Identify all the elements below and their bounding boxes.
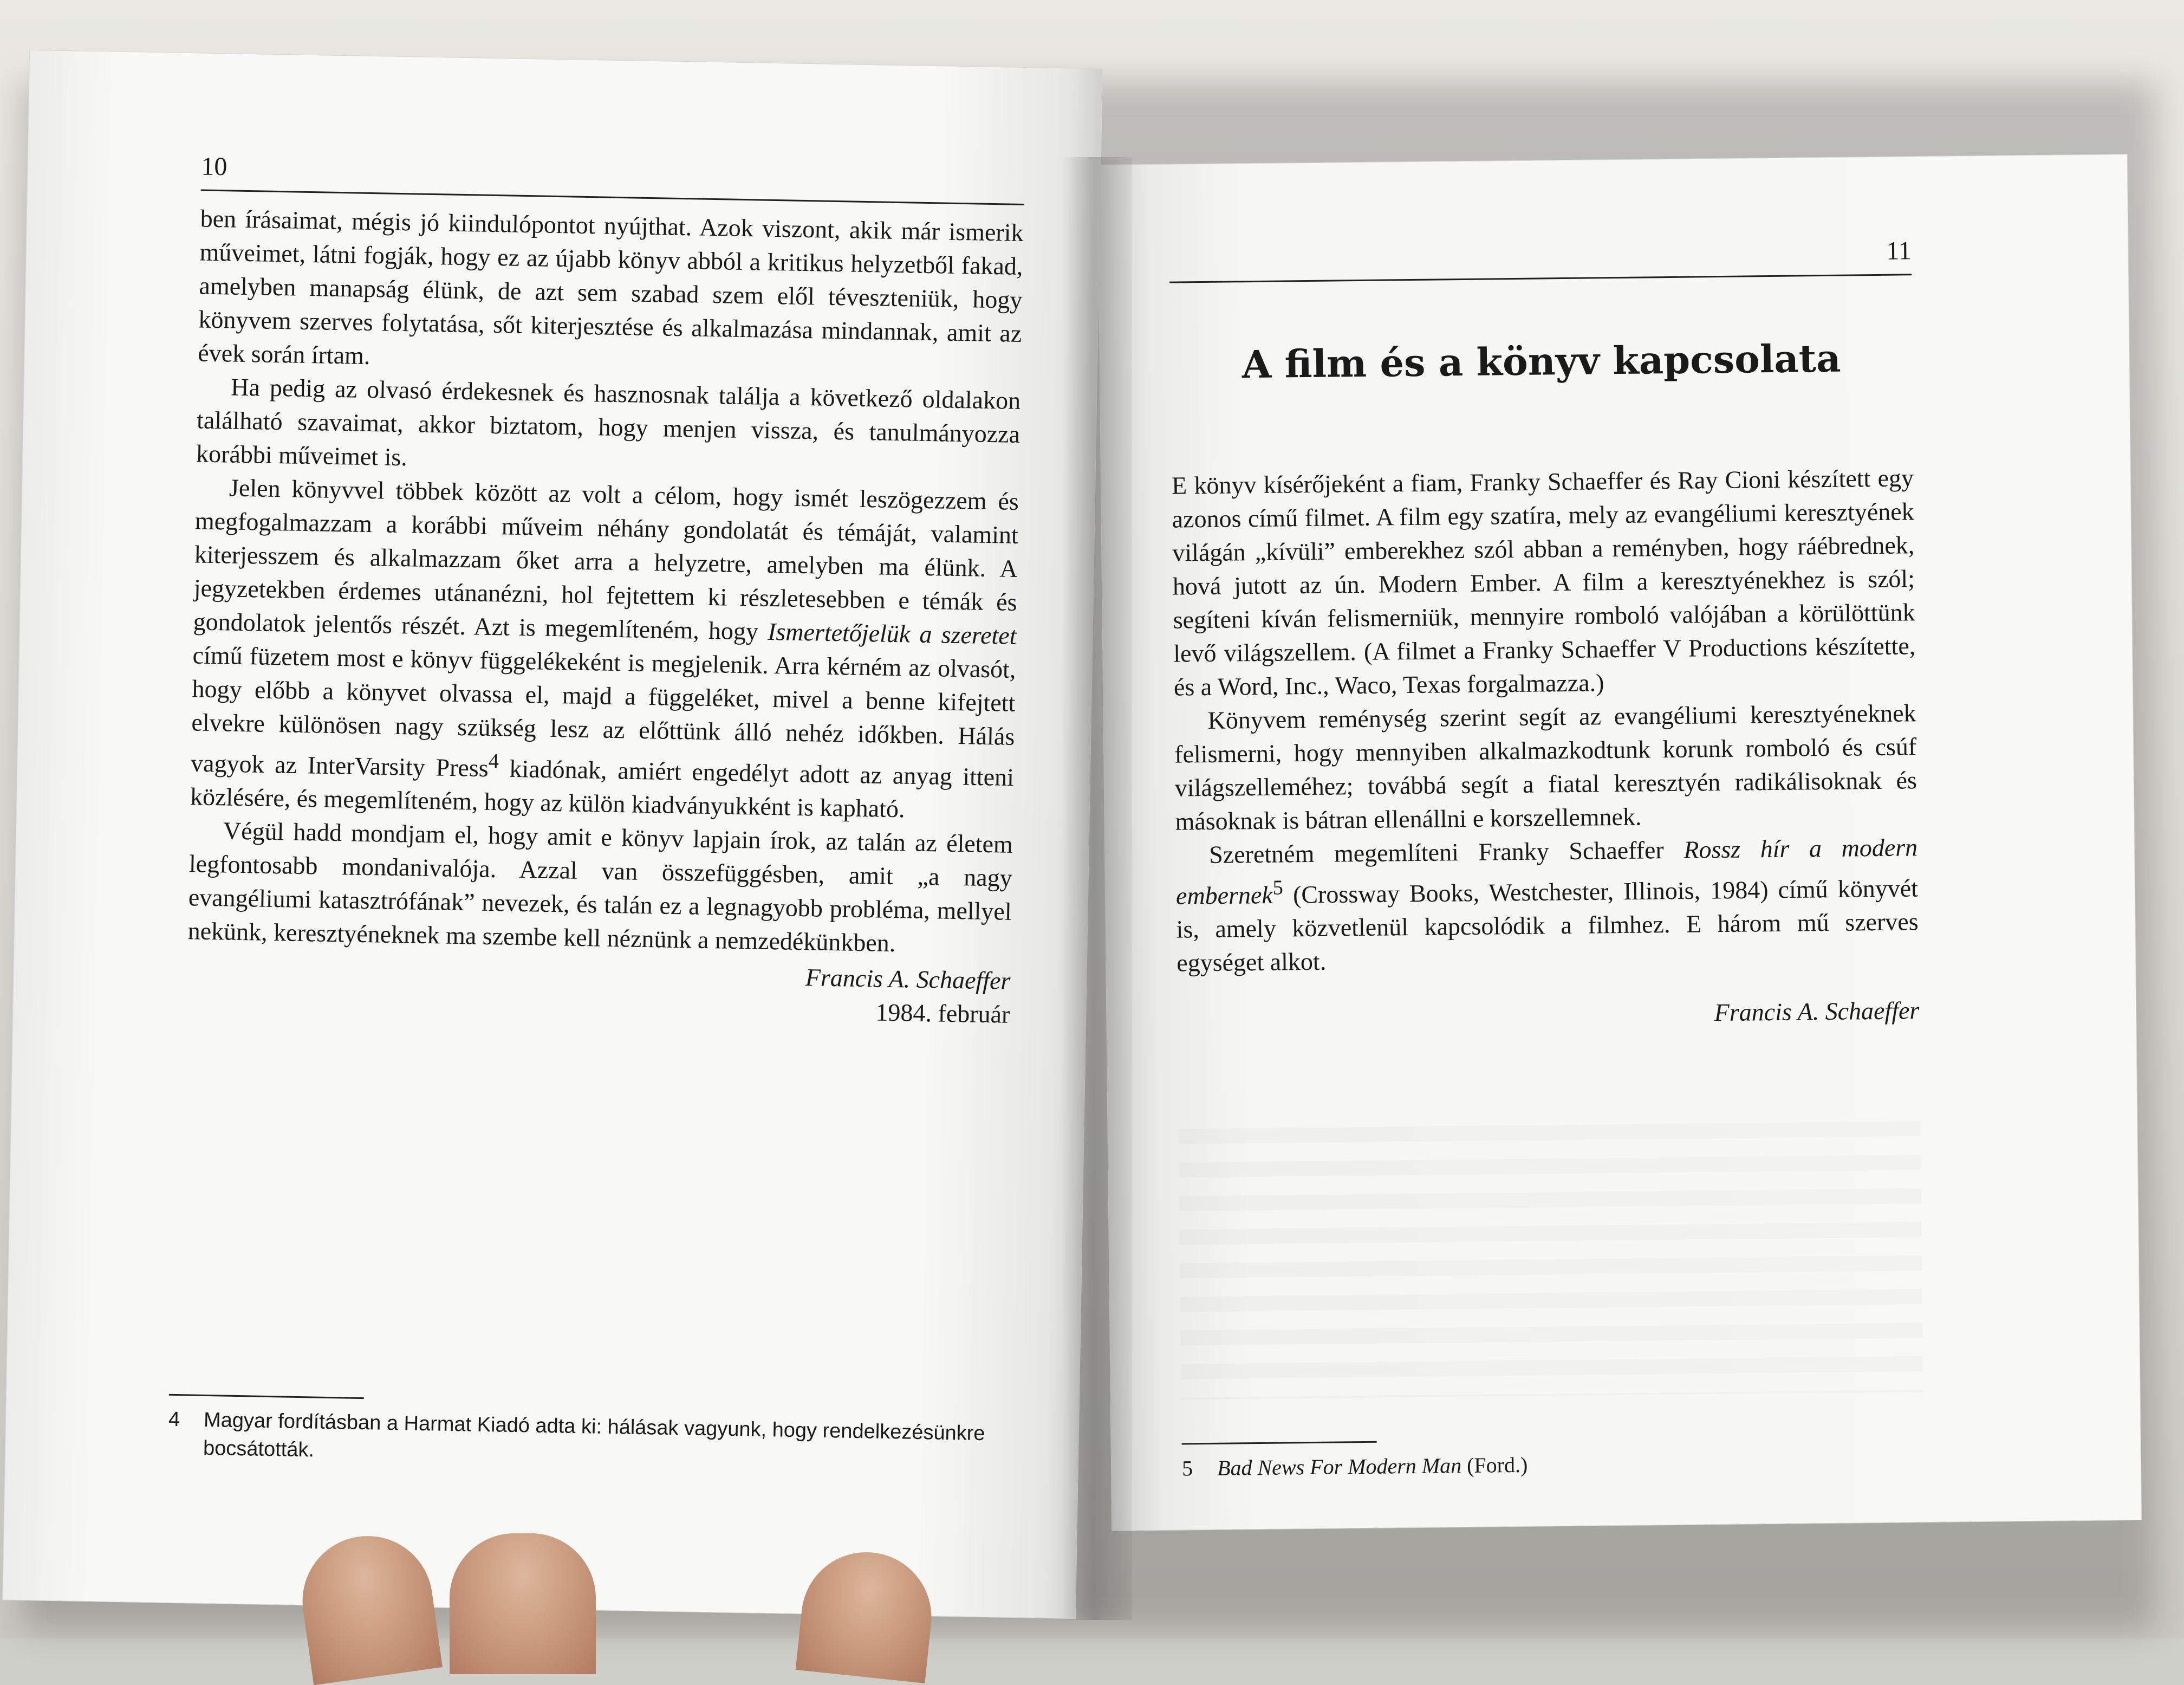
book-gutter-shadow	[1062, 157, 1132, 1620]
chapter-title: A film és a könyv kapcsolata	[1242, 335, 1841, 387]
right-paragraph-3-text-after: (Crossway Books, Westchester, Illinois, 1984) című könyvét is, amely közvetlenül kapcsolódik a filmhez. E három mű szerves egységet alkot.	[1176, 874, 1919, 977]
left-paragraph-2: Ha pedig az olvasó érdekesnek és hasznosnak találja a következő oldalakon található szavaimat, akkor biztatom, hogy menjen vissza, és tanulmányozza korábbi műveimet is.	[196, 373, 1021, 471]
show-through-text	[1178, 1121, 1923, 1399]
footnote-book-title: Bad News For Modern Man	[1217, 1453, 1462, 1480]
right-paragraph-3-text-before: Szeretném megemlíteni Franky Schaeffer	[1208, 835, 1684, 869]
footnote-number: 5	[1181, 1456, 1193, 1481]
left-paragraph-3-text-after: című füzetem most e könyv függelékeként is megjelenik. Arra kérném az olvasót, hogy előbb a könyvet olvassa el, majd a függeléket, mivel a benne kifejtett elvekre különösen nagy szükség lesz az előttünk álló nehéz időkben. Hálás vagyok az InterVarsity Press	[190, 641, 1016, 782]
right-header	[1169, 238, 1911, 271]
right-page	[1098, 154, 2141, 1531]
footnote-ref-5: 5	[1272, 876, 1284, 899]
right-paragraph-1: E könyv kísérőjeként a fiam, Franky Schaeffer és Ray Cioni készített egy azonos című filmet. A film egy szatíra, mely az evangéliumi keresztyének világán „kívüli” emberekhez szól abban a reményben, hogy ráébrednek, hová jutott az ún. Modern Ember. A film a keresztyénekhez is szól; segíteni kíván felismerniük, mennyire romboló valójában a körülöttünk levő világszellem. (A filmet a Franky Schaeffer V Productions készítette, és a Word, Inc., Waco, Texas forgalmazza.)	[1171, 464, 1916, 701]
left-date: 1984. február	[875, 998, 1010, 1029]
footnote-rule-left	[169, 1394, 364, 1399]
footnote-text	[1217, 1447, 1924, 1482]
footnote-rule-right	[1182, 1441, 1377, 1445]
left-signature: Francis A. Schaeffer	[805, 963, 1011, 995]
footnote-number: 4	[168, 1408, 180, 1431]
right-paragraph-3	[1175, 831, 1919, 980]
finger-2	[450, 1533, 596, 1674]
page-number-right: 11	[1886, 236, 1912, 265]
footnote-ref-4: 4	[488, 749, 499, 773]
right-page-content	[1169, 238, 1919, 1035]
right-footnote-block	[1182, 1435, 1925, 1482]
left-page-content	[186, 153, 1025, 1032]
left-paragraph-3-text-end: kiadónak, amiért engedélyt adott az anyag itteni közlésére, és megemlíteném, hogy az külön kiadványukként is kapható.	[190, 754, 1015, 823]
book-title: Rossz hír a modern embernek	[1175, 833, 1918, 910]
footnote-4	[168, 1405, 1014, 1476]
right-signature: Francis A. Schaeffer	[1714, 996, 1920, 1027]
left-page	[3, 50, 1102, 1618]
footnote-text: Magyar fordításban a Harmat Kiadó adta ki: hálásak vagyunk, hogy rendelkezésünkre bocsátották.	[203, 1408, 985, 1462]
left-footnote-block	[168, 1394, 1014, 1476]
left-paragraph-1: ben írásaimat, mégis jó kiindulópontot nyújthat. Azok viszont, akik már ismerik műveimet, látni fogják, hogy ez az újabb könyv abból a kritikus helyzetből fakad, amelyben manapság élünk, de azt sem szabad szem elől téveszteniük, hogy könyvem szerves folytatása, sőt kiterjesztése és alkalmazása mindannak, amit az évek során írtam.	[197, 204, 1024, 370]
footnote-text-after: (Ford.)	[1461, 1452, 1528, 1478]
booklet-title: Ismertetőjelük a szeretet	[767, 617, 1017, 650]
footnote-5	[1182, 1447, 1924, 1482]
page-number-left: 10	[200, 152, 227, 182]
right-paragraph-2: Könyvem reménység szerint segít az evangéliumi keresztyéneknek felismerni, hogy mennyiben alkalmazkodtunk korunk romboló és csúf világszelleméhez; továbbá segít a fiatal keresztyén radikálisoknak és másoknak is bátran ellenállni e korszellemnek.	[1174, 699, 1917, 835]
header-rule-right	[1169, 274, 1912, 283]
left-paragraph-3-text-before: Jelen könyvvel többek között az volt a célom, hogy ismét leszögezzem és megfogalmazzam a korábbi műveim néhány gondolatát és témáját, valamint kiterjesszem és alkalmazzam őket arra a helyzetre, amelyben ma élünk. A jegyzetekben érdemes utánanézni, hol fejtettem ki részletesebben e témák és gondolatok jelentős részét. Azt is megemlíteném, hogy	[193, 474, 1019, 645]
left-paragraph-4: Végül hadd mondjam el, hogy amit e könyv lapjain írok, az talán az életem legfontosabb mondanivalója. Azzal van összefüggésben, amit „a nagy evangéliumi katasztrófának” nevezek, és talán ez a legnagyobb probléma, mellyel nekünk, keresztyéneknek ma szembe kell néznünk a nemzedékünkben.	[187, 816, 1013, 957]
left-paragraph-3	[190, 470, 1019, 828]
